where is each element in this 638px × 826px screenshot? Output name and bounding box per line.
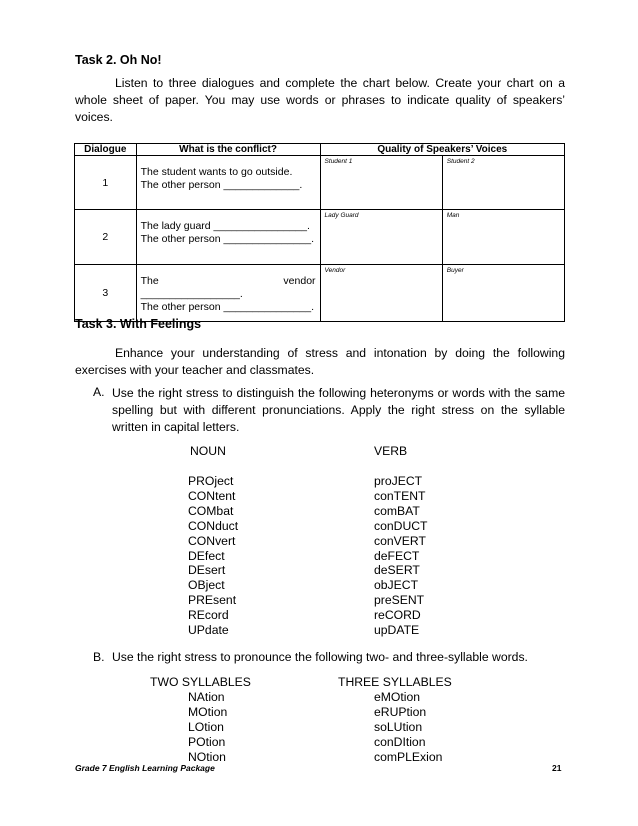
three-syllable-word: soLUtion: [374, 719, 423, 734]
noun-word: CONtent: [188, 488, 236, 503]
conflict-text: The lady guard ________________.: [140, 220, 310, 232]
noun-word: COMbat: [188, 503, 234, 518]
speaker2-cell: Buyer: [442, 265, 564, 322]
verb-word: comBAT: [374, 503, 420, 518]
header-conflict: What is the conflict?: [136, 144, 320, 156]
conflict-cell: [136, 265, 320, 322]
conflict-cell: [136, 210, 320, 265]
task3-intro: Enhance your understanding of stress and intonation by doing the following exercises with your teacher and classmates.: [75, 346, 565, 377]
three-syllable-list: [374, 690, 442, 765]
verb-word: preSENT: [374, 593, 425, 608]
noun-word: PROject: [188, 474, 234, 488]
speaker2-cell: Man: [442, 210, 564, 265]
noun-header: NOUN: [190, 444, 226, 458]
verb-word: conVERT: [374, 533, 426, 548]
three-syllable-word: eMOtion: [374, 690, 421, 704]
conflict-text: The student wants to go outside.: [140, 166, 293, 178]
other-person-text: The other person _______________.: [140, 301, 314, 313]
task3-title: Task 3. With Feelings: [75, 317, 202, 331]
verb-word: upDATE: [374, 623, 420, 638]
footer-label: Grade 7 English Learning Package: [75, 763, 215, 773]
two-syllable-word: MOtion: [188, 704, 228, 719]
verb-list: [374, 474, 428, 638]
three-syllable-word: eRUPtion: [374, 704, 427, 719]
verb-word: obJECT: [374, 578, 419, 593]
conflict-text: The vendor _________________.: [140, 275, 316, 300]
three-syllable-word: conDItion: [374, 734, 426, 749]
noun-word: REcord: [188, 608, 229, 623]
part-b-label: B.: [93, 650, 105, 664]
verb-header: VERB: [374, 444, 408, 458]
noun-word: CONduct: [188, 518, 239, 533]
two-syllable-list: [188, 690, 227, 765]
two-syllable-word: NAtion: [188, 690, 225, 704]
two-syllable-word: LOtion: [188, 719, 224, 734]
conflict-chart: [74, 143, 565, 322]
verb-word: conTENT: [374, 488, 426, 503]
two-syllables-header: TWO SYLLABLES: [150, 675, 251, 689]
noun-word: CONvert: [188, 533, 236, 548]
table-row: [75, 210, 565, 265]
three-syllable-word: comPLExion: [374, 749, 443, 764]
noun-word: PREsent: [188, 593, 237, 608]
verb-word: deSERT: [374, 563, 420, 578]
speaker1-cell: Student 1: [320, 156, 442, 210]
verb-word: reCORD: [374, 608, 421, 623]
other-person-text: The other person _______________.: [140, 233, 314, 245]
task2-title: Task 2. Oh No!: [75, 53, 162, 67]
chart-header-row: [75, 144, 565, 156]
other-person-text: The other person _____________.: [140, 179, 303, 191]
verb-word: proJECT: [374, 474, 423, 488]
speaker1-cell: Lady Guard: [320, 210, 442, 265]
header-quality: Quality of Speakers’ Voices: [320, 144, 564, 156]
dialogue-number: 2: [75, 210, 137, 265]
task2-instructions: Listen to three dialogues and complete the chart below. Create your chart on a whole sheet of paper. You may use words or phrases to indicate quality of speakers’ voices.: [75, 76, 565, 124]
dialogue-number: 1: [75, 156, 137, 210]
noun-word: OBject: [188, 578, 225, 593]
table-row: [75, 265, 565, 322]
noun-word: UPdate: [188, 623, 229, 638]
verb-word: deFECT: [374, 548, 420, 563]
noun-list: [188, 474, 238, 638]
two-syllable-word: POtion: [188, 734, 226, 749]
three-syllables-header: THREE SYLLABLES: [338, 675, 452, 689]
speaker2-cell: Student 2: [442, 156, 564, 210]
noun-word: DEfect: [188, 548, 225, 563]
two-syllable-word: NOtion: [188, 749, 226, 764]
part-a-text: Use the right stress to distinguish the following heteronyms or words with the same spelling but with different pronunciations. Apply the right stress on the syllable written in capital letters.: [112, 386, 565, 434]
speaker1-cell: Vendor: [320, 265, 442, 322]
header-dialogue: Dialogue: [75, 144, 137, 156]
dialogue-number: 3: [75, 265, 137, 322]
table-row: [75, 156, 565, 210]
verb-word: conDUCT: [374, 518, 428, 533]
part-a-label: A.: [93, 385, 105, 399]
noun-word: DEsert: [188, 563, 226, 578]
conflict-cell: [136, 156, 320, 210]
part-b-text: Use the right stress to pronounce the following two- and three-syllable words.: [112, 650, 528, 664]
page-number: 21: [552, 763, 562, 773]
